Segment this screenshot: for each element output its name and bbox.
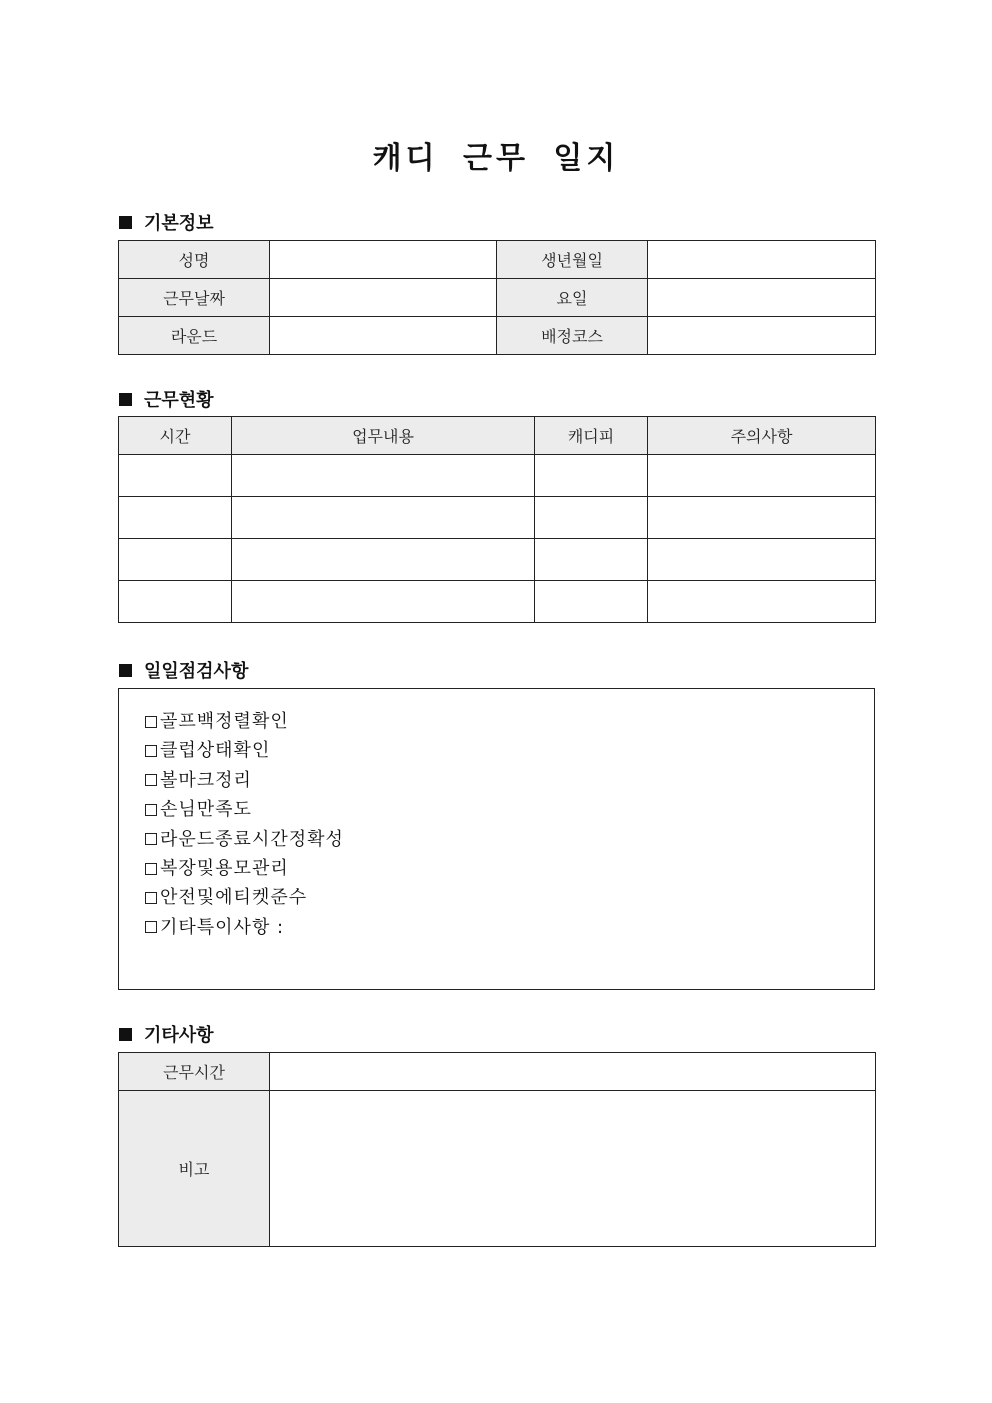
work-time-field[interactable] xyxy=(270,1053,876,1091)
remarks-field[interactable] xyxy=(270,1091,876,1247)
weekday-field[interactable] xyxy=(648,279,876,317)
table-row xyxy=(119,1053,876,1091)
checkbox-icon[interactable] xyxy=(145,804,157,816)
section-heading-basic xyxy=(119,209,214,235)
time-cell[interactable] xyxy=(119,497,232,539)
checkbox-icon[interactable] xyxy=(145,745,157,757)
time-cell[interactable] xyxy=(119,581,232,623)
work-status-table xyxy=(118,416,876,623)
time-cell[interactable] xyxy=(119,539,232,581)
section-heading-work-status xyxy=(119,386,214,412)
table-row xyxy=(119,581,876,623)
page-title: 캐디 근무 일지 xyxy=(372,141,620,176)
table-header-row xyxy=(119,417,876,455)
section-heading-work-status-label: 근무현황 xyxy=(144,390,214,411)
square-bullet-icon xyxy=(119,216,132,229)
section-heading-daily-check xyxy=(119,657,248,683)
birthdate-field[interactable] xyxy=(648,241,876,279)
work-date-field[interactable] xyxy=(270,279,497,317)
weekday-label: 요일 xyxy=(497,279,648,317)
check-item-label: 클럽상태확인 xyxy=(160,740,271,762)
check-item-club[interactable] xyxy=(145,736,344,765)
check-item-label: 골프백정렬확인 xyxy=(160,711,289,732)
notes-cell[interactable] xyxy=(648,455,876,497)
column-header-task: 업무내용 xyxy=(232,417,535,455)
square-bullet-icon xyxy=(119,393,132,406)
fee-cell[interactable] xyxy=(535,581,648,623)
check-item-attire[interactable] xyxy=(145,854,344,883)
etc-table xyxy=(118,1052,876,1247)
check-item-label: 안전및에티켓준수 xyxy=(160,887,308,909)
birthdate-label: 생년월일 xyxy=(497,241,648,279)
notes-cell[interactable] xyxy=(648,539,876,581)
column-header-notes: 주의사항 xyxy=(648,417,876,455)
check-item-golf-bag[interactable] xyxy=(145,707,344,736)
section-heading-basic-label: 기본정보 xyxy=(144,213,214,234)
work-time-label: 근무시간 xyxy=(119,1053,270,1091)
round-field[interactable] xyxy=(270,317,497,355)
section-heading-etc-label: 기타사항 xyxy=(144,1025,214,1046)
name-label: 성명 xyxy=(119,241,270,279)
notes-cell[interactable] xyxy=(648,581,876,623)
table-row xyxy=(119,497,876,539)
course-label: 배정코스 xyxy=(497,317,648,355)
section-heading-daily-check-label: 일일점검사항 xyxy=(144,661,249,682)
task-cell[interactable] xyxy=(232,581,535,623)
check-item-ball-mark[interactable] xyxy=(145,766,344,795)
daily-check-box xyxy=(118,688,875,990)
column-header-caddie-fee: 캐디피 xyxy=(535,417,648,455)
time-cell[interactable] xyxy=(119,455,232,497)
check-item-label: 기타특이사항 : xyxy=(160,916,285,938)
table-row xyxy=(119,317,876,355)
check-item-label: 손님만족도 xyxy=(160,799,252,821)
fee-cell[interactable] xyxy=(535,497,648,539)
course-field[interactable] xyxy=(648,317,876,355)
check-item-round-time[interactable] xyxy=(145,825,344,854)
check-item-other[interactable] xyxy=(145,913,344,942)
checkbox-icon[interactable] xyxy=(145,774,157,786)
task-cell[interactable] xyxy=(232,455,535,497)
task-cell[interactable] xyxy=(232,539,535,581)
check-item-label: 라운드종료시간정확성 xyxy=(160,828,344,850)
square-bullet-icon xyxy=(119,664,132,677)
remarks-label: 비고 xyxy=(119,1091,270,1247)
fee-cell[interactable] xyxy=(535,539,648,581)
square-bullet-icon xyxy=(119,1028,132,1041)
table-row xyxy=(119,241,876,279)
table-row xyxy=(119,455,876,497)
checkbox-icon[interactable] xyxy=(145,921,157,933)
round-label: 라운드 xyxy=(119,317,270,355)
check-item-label: 볼마크정리 xyxy=(160,769,252,791)
checkbox-icon[interactable] xyxy=(145,892,157,904)
section-heading-etc xyxy=(119,1021,214,1047)
table-row xyxy=(119,1091,876,1247)
check-item-safety[interactable] xyxy=(145,883,344,912)
table-row xyxy=(119,539,876,581)
check-item-label: 복장및용모관리 xyxy=(160,857,289,879)
task-cell[interactable] xyxy=(232,497,535,539)
column-header-time: 시간 xyxy=(119,417,232,455)
notes-cell[interactable] xyxy=(648,497,876,539)
check-item-satisfaction[interactable] xyxy=(145,795,344,824)
fee-cell[interactable] xyxy=(535,455,648,497)
checkbox-icon[interactable] xyxy=(145,716,157,728)
basic-info-table xyxy=(118,240,876,355)
daily-check-list xyxy=(145,707,344,942)
checkbox-icon[interactable] xyxy=(145,863,157,875)
name-field[interactable] xyxy=(270,241,497,279)
table-row xyxy=(119,279,876,317)
checkbox-icon[interactable] xyxy=(145,833,157,845)
work-date-label: 근무날짜 xyxy=(119,279,270,317)
